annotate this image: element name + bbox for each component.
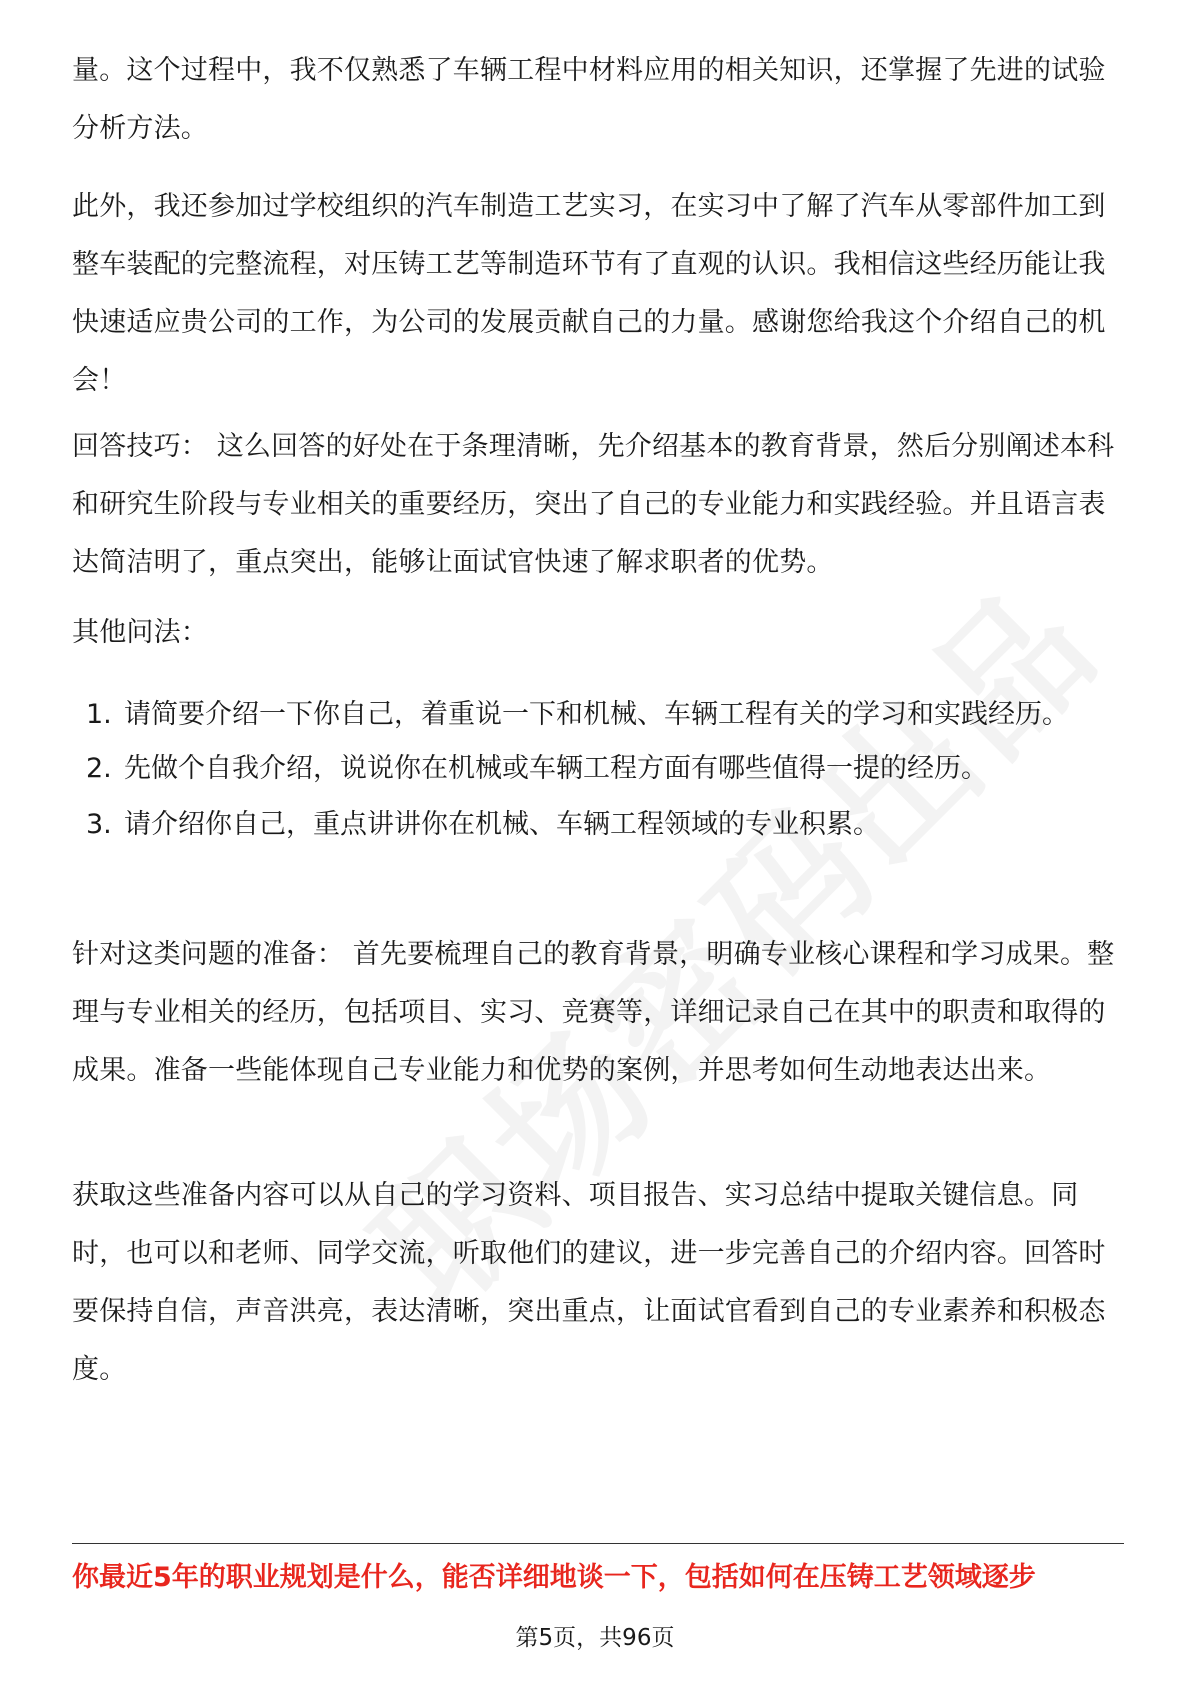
list-item	[72, 796, 1124, 854]
list-number: 2.	[86, 753, 112, 784]
list-item-text: 请介绍你自己，重点讲讲你在机械、车辆工程领域的专业积累。	[124, 809, 880, 840]
sources-paragraph: 获取这些准备内容可以从自己的学习资料、项目报告、实习总结中提取关键信息。同时，也可以和老师、同学交流，听取他们的建议，进一步完善自己的介绍内容。回答时要保持自信，声音洪亮，表达清晰，突出重点，让面试官看到自己的专业素养和积极态度。	[72, 1180, 1106, 1385]
list-number: 3.	[86, 809, 112, 840]
list-item	[72, 686, 1124, 744]
list-item-text: 先做个自我介绍，说说你在机械或车辆工程方面有哪些值得一提的经历。	[124, 753, 988, 784]
section-divider	[72, 1543, 1124, 1544]
next-question-heading: 你最近5年的职业规划是什么，能否详细地谈一下，包括如何在压铸工艺领域逐步	[72, 1562, 1036, 1593]
alternative-questions-list	[72, 686, 1124, 854]
list-item-text: 请简要介绍一下你自己，着重说一下和机械、车辆工程有关的学习和实践经历。	[124, 699, 1069, 730]
document-page	[72, 0, 1124, 1684]
list-item	[72, 740, 1124, 798]
page-number-footer: 第5页，共96页	[515, 1625, 675, 1651]
other-phrasings-heading: 其他问法：	[72, 617, 208, 648]
paragraph-2: 此外，我还参加过学校组织的汽车制造工艺实习，在实习中了解了汽车从零部件加工到整车装配的完整流程，对压铸工艺等制造环节有了直观的认识。我相信这些经历能让我快速适应贵公司的工作，为公司的发展贡献自己的力量。感谢您给我这个介绍自己的机会！	[72, 191, 1106, 396]
paragraph-1: 量。这个过程中，我不仅熟悉了车辆工程中材料应用的相关知识，还掌握了先进的试验分析方法。	[72, 55, 1106, 144]
list-number: 1.	[86, 699, 112, 730]
answer-tips-paragraph: 回答技巧： 这么回答的好处在于条理清晰，先介绍基本的教育背景，然后分别阐述本科和研究生阶段与专业相关的重要经历，突出了自己的专业能力和实践经验。并且语言表达简洁明了，重点突出，能够让面试官快速了解求职者的优势。	[72, 431, 1115, 578]
preparation-paragraph: 针对这类问题的准备： 首先要梳理自己的教育背景，明确专业核心课程和学习成果。整理与专业相关的经历，包括项目、实习、竞赛等，详细记录自己在其中的职责和取得的成果。准备一些能体现自己专业能力和优势的案例，并思考如何生动地表达出来。	[72, 939, 1115, 1086]
